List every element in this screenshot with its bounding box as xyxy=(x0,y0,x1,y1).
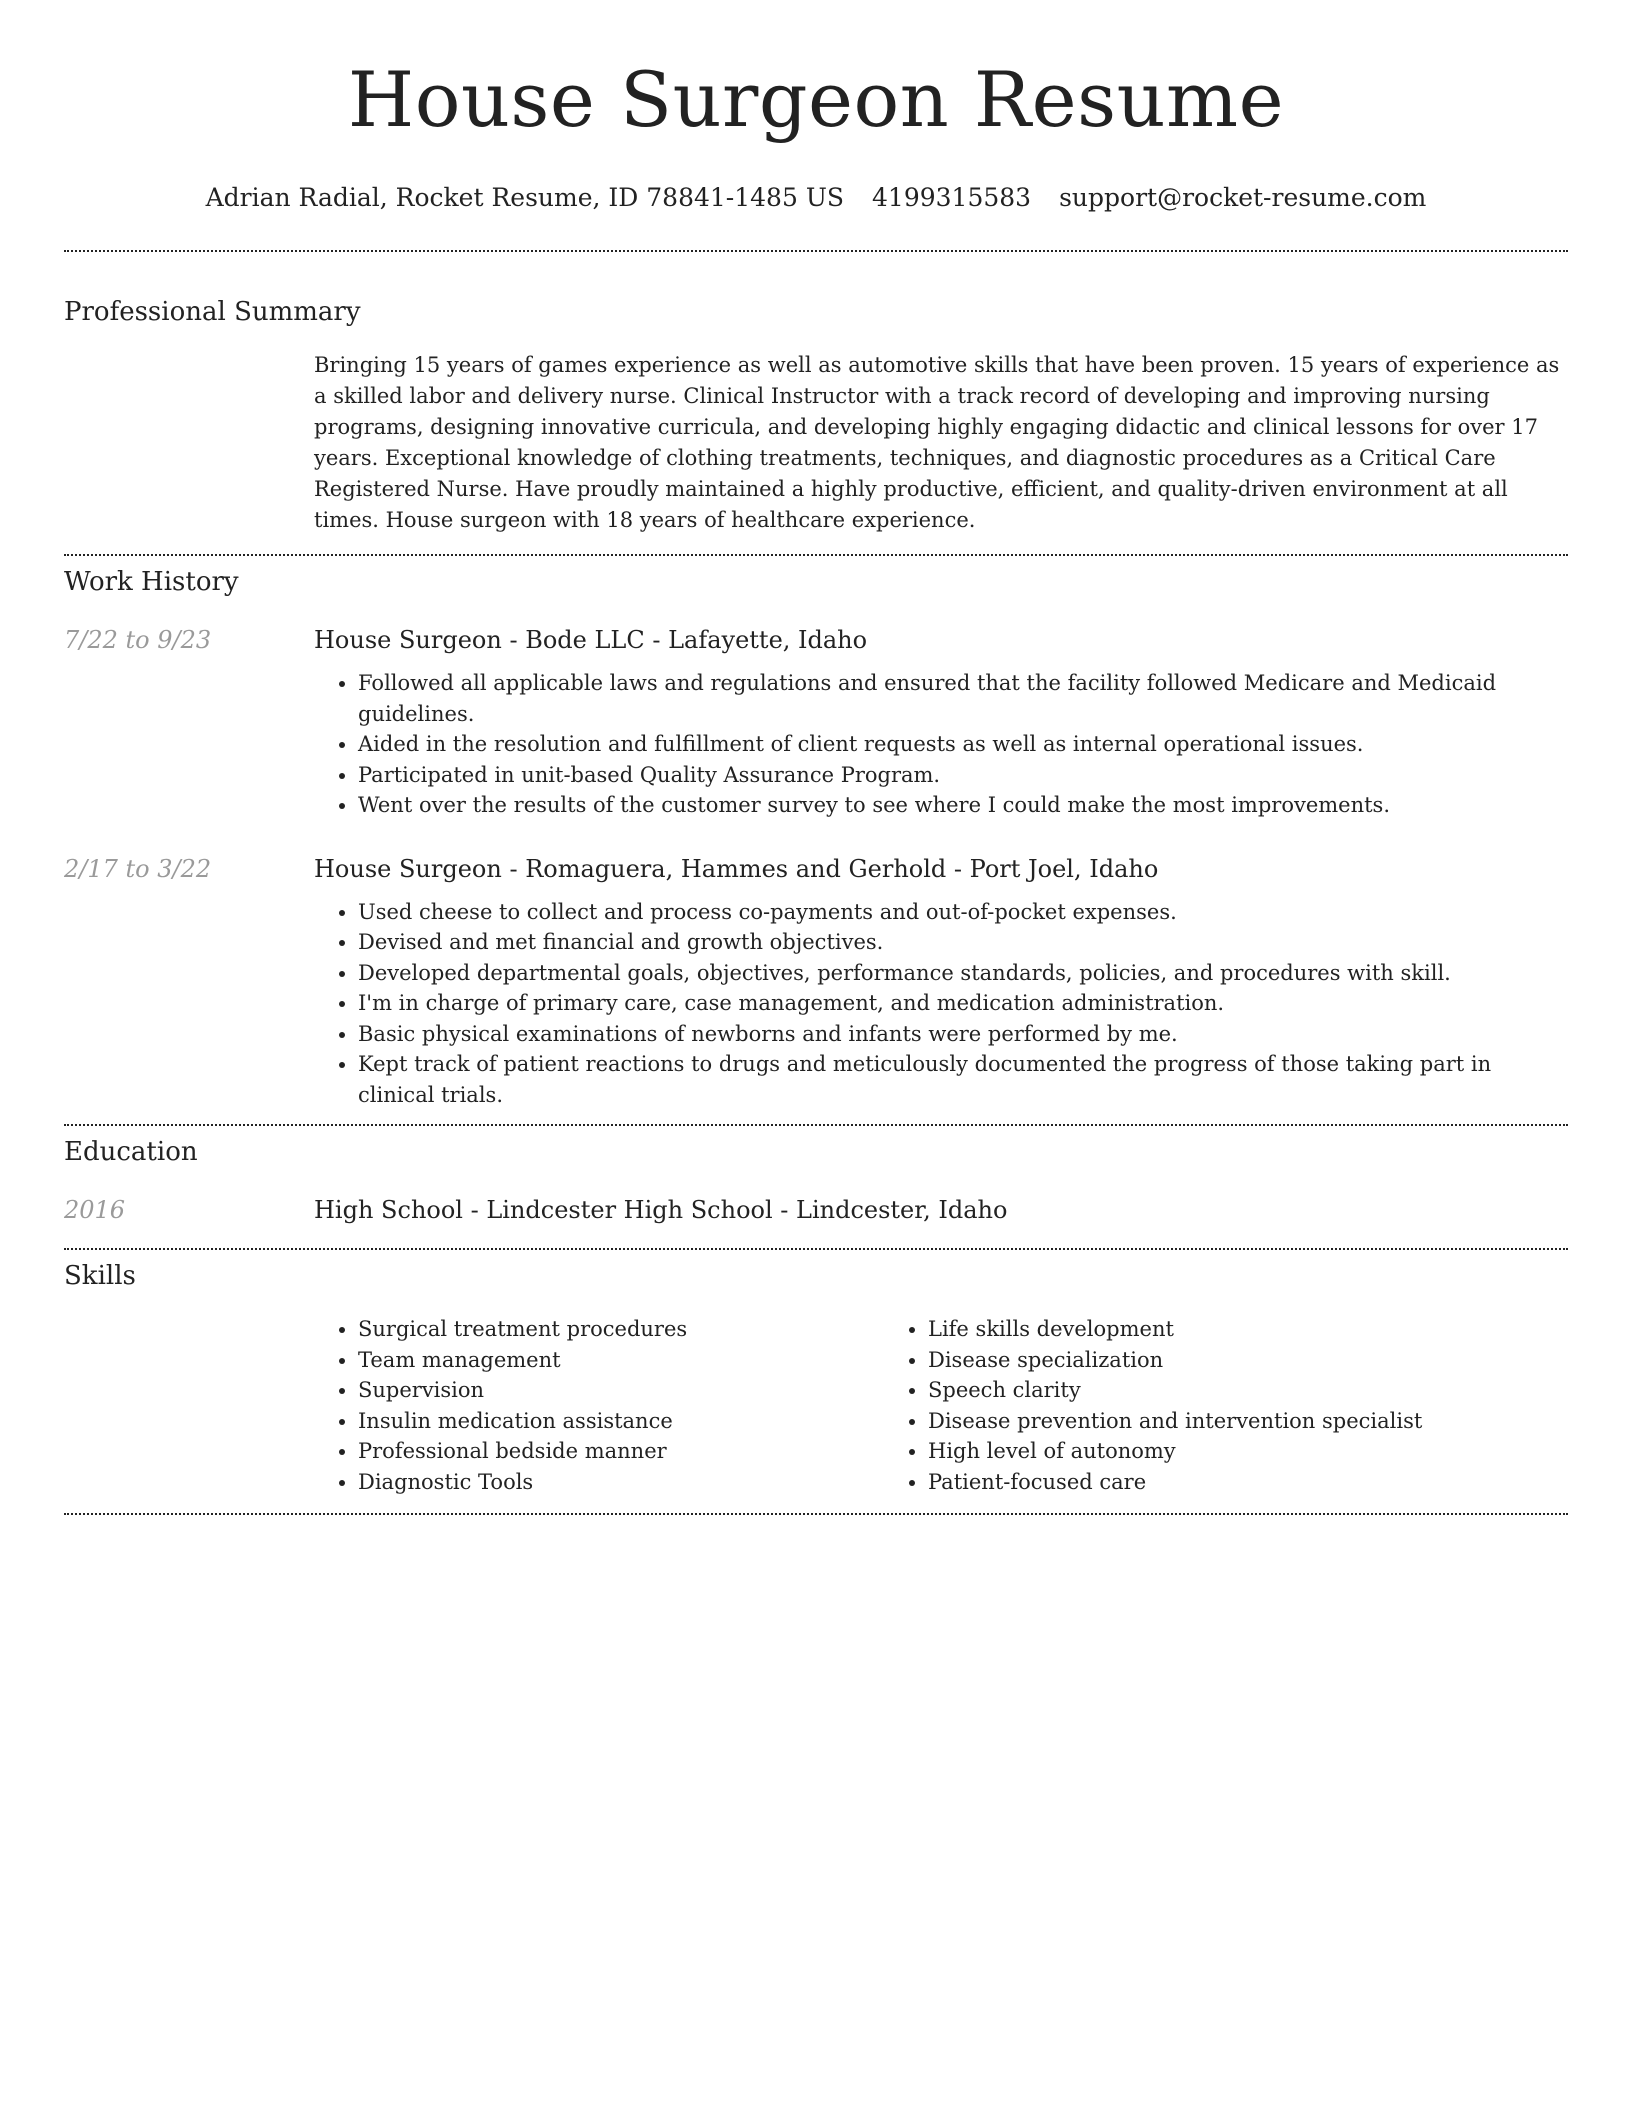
education-entry xyxy=(64,1194,1568,1226)
list-item: • Used cheese to collect and process co-payments and out-of-pocket expenses. xyxy=(358,897,1568,928)
list-item: • Speech clarity xyxy=(928,1375,1454,1406)
list-item: • Surgical treatment procedures xyxy=(358,1314,884,1345)
summary-text: Bringing 15 years of games experience as well as automotive skills that have been proven. 15 years of experience as a skilled labor and delivery nurse. Clinical Instructor with a track record of developing and improving nursing programs, designing innovative curricula, and developing highly engaging didactic and clinical lessons for over 17 years. Exceptional knowledge of clothing treatments, techniques, and diagnostic procedures as a Critical Care Registered Nurse. Have proudly maintained a highly productive, efficient, and quality-driven environment at all times. House surgeon with 18 years of healthcare experience. xyxy=(314,353,1560,532)
list-item: • Developed departmental goals, objectives, performance standards, policies, and procedures with skill. xyxy=(358,958,1568,989)
job-bullets xyxy=(314,897,1568,1111)
job-dates: 2/17 to 3/22 xyxy=(64,854,212,883)
education-section xyxy=(64,1126,1568,1226)
list-item: • Basic physical examinations of newborns and infants were performed by me. xyxy=(358,1019,1568,1050)
list-item: • Went over the results of the customer survey to see where I could make the most improvements. xyxy=(358,790,1568,821)
skills-list xyxy=(314,1314,1568,1497)
job-entry xyxy=(64,853,1568,1111)
list-item: • Followed all applicable laws and regulations and ensured that the facility followed Medicare and Medicaid guidelines. xyxy=(358,668,1568,729)
list-item: • Patient-focused care xyxy=(928,1467,1454,1498)
education-year: 2016 xyxy=(64,1196,126,1224)
contact-phone: 4199315583 xyxy=(872,183,1032,212)
skills-column-right xyxy=(884,1314,1454,1497)
job-dates: 7/22 to 9/23 xyxy=(64,626,212,654)
list-item: • Devised and met financial and growth objectives. xyxy=(358,927,1568,958)
list-item: • Kept track of patient reactions to drugs and meticulously documented the progress of those taking part in clinical trials. xyxy=(358,1049,1568,1110)
list-item: • Diagnostic Tools xyxy=(358,1467,884,1498)
list-item: • Disease prevention and intervention specialist xyxy=(928,1406,1454,1437)
work-section xyxy=(64,556,1568,1110)
skills-section xyxy=(64,1250,1568,1497)
list-item: • Professional bedside manner xyxy=(358,1436,884,1467)
contact-line xyxy=(64,182,1568,214)
page-title: House Surgeon Resume xyxy=(347,55,1285,144)
list-item: • Team management xyxy=(358,1345,884,1376)
job-title: House Surgeon - Romaguera, Hammes and Gerhold - Port Joel, Idaho xyxy=(314,854,1159,883)
work-heading: Work History xyxy=(64,567,239,597)
list-item: • Insulin medication assistance xyxy=(358,1406,884,1437)
summary-heading: Professional Summary xyxy=(64,297,361,327)
list-item: • High level of autonomy xyxy=(928,1436,1454,1467)
divider xyxy=(64,1513,1568,1515)
list-item: • Disease specialization xyxy=(928,1345,1454,1376)
list-item: • Aided in the resolution and fulfillment of client requests as well as internal operational issues. xyxy=(358,729,1568,760)
job-bullets xyxy=(314,668,1568,821)
list-item: • I'm in charge of primary care, case management, and medication administration. xyxy=(358,988,1568,1019)
skills-column-left xyxy=(314,1314,884,1497)
job-entry xyxy=(64,624,1568,821)
summary-section xyxy=(64,252,1568,536)
list-item: • Life skills development xyxy=(928,1314,1454,1345)
contact-email: support@rocket-resume.com xyxy=(1059,183,1427,212)
job-title: House Surgeon - Bode LLC - Lafayette, Idaho xyxy=(314,626,868,654)
education-title: High School - Lindcester High School - Lindcester, Idaho xyxy=(314,1196,1008,1224)
list-item: • Supervision xyxy=(358,1375,884,1406)
contact-address: Adrian Radial, Rocket Resume, ID 78841-1485 US xyxy=(205,183,845,212)
list-item: • Participated in unit-based Quality Assurance Program. xyxy=(358,760,1568,791)
education-heading: Education xyxy=(64,1137,198,1167)
skills-heading: Skills xyxy=(64,1261,136,1291)
